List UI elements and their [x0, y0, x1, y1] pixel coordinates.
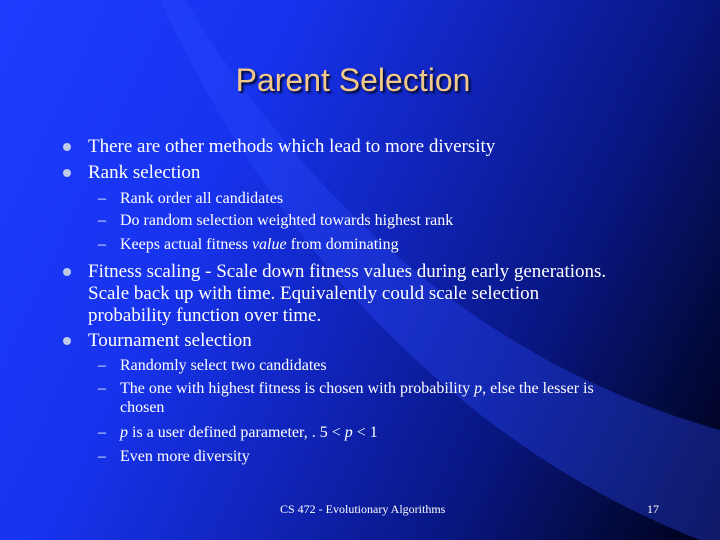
sub-item-randomly-select [98, 356, 327, 375]
bullet-text: There are other methods which lead to more diversity [88, 136, 496, 157]
bullet-rank-selection [88, 162, 200, 184]
bullet-line: Fitness scaling - Scale down fitness values during early generations. [88, 261, 607, 282]
sub-item-emphasis: value [251, 236, 287, 253]
sub-item-user-parameter [98, 423, 378, 442]
sub-item-text: chosen [120, 399, 165, 416]
sub-item-text: Even more diversity [120, 448, 250, 465]
sub-item-even-more [98, 447, 250, 466]
dash-icon: – [98, 212, 106, 229]
sub-item-highest-fitness [98, 379, 594, 417]
bullet-dot-icon [63, 143, 71, 151]
bullet-dot-icon [63, 169, 71, 177]
footer-course: CS 472 - Evolutionary Algorithms [280, 502, 446, 516]
sub-item-text: Keeps actual fitness [120, 236, 252, 253]
sub-item-text: Rank order all candidates [120, 190, 284, 207]
variable-p: p [120, 424, 128, 441]
sub-item-text: The one with highest fitness is chosen with probability [120, 380, 475, 397]
sub-item-text: from dominating [286, 236, 399, 253]
sub-item-random-selection [98, 211, 454, 230]
sub-item-text: , else the lesser is [482, 380, 594, 397]
footer-page-number: 17 [647, 502, 659, 516]
dash-icon: – [98, 190, 106, 207]
bullet-line: Scale back up with time. Equivalently could scale selection [88, 283, 540, 304]
dash-icon: – [98, 424, 106, 441]
bullet-fitness-scaling [88, 261, 606, 327]
slide-title: Parent Selection [235, 62, 471, 98]
variable-p: p [344, 424, 353, 441]
sub-item-text: is a user defined parameter, . 5 < [128, 424, 345, 441]
variable-p: p [474, 380, 483, 397]
sub-item-keeps-fitness [98, 235, 399, 254]
bullet-more-diversity [88, 136, 495, 158]
bullet-line: probability function over time. [88, 305, 322, 326]
sub-item-text: Randomly select two candidates [120, 357, 327, 374]
dash-icon: – [98, 357, 106, 374]
sub-item-text: < 1 [352, 424, 378, 441]
sub-item-rank-order [98, 189, 284, 208]
sub-item-text: Do random selection weighted towards highest rank [120, 212, 454, 229]
bullet-text: Tournament selection [88, 330, 252, 351]
bullet-dot-icon [63, 337, 71, 345]
dash-icon: – [98, 448, 106, 465]
bullet-dot-icon [63, 268, 71, 276]
bullet-tournament-selection [88, 330, 252, 352]
dash-icon: – [98, 236, 106, 253]
bullet-text: Rank selection [88, 162, 201, 183]
dash-icon: – [98, 380, 106, 397]
